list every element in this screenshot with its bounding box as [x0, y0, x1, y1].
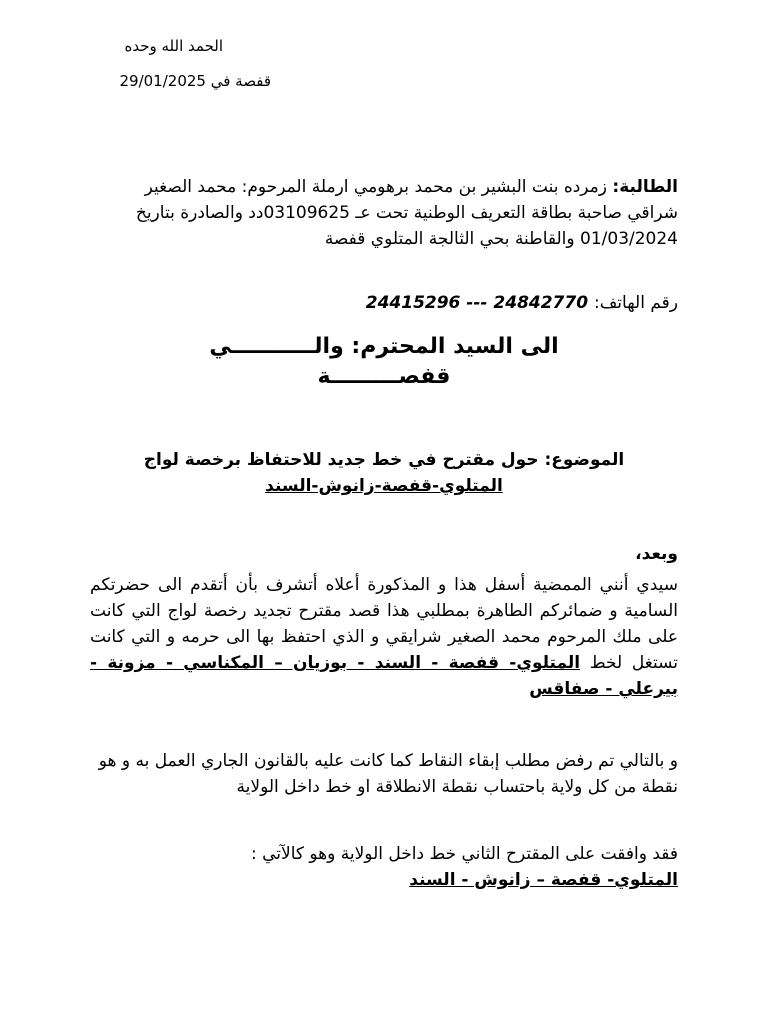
phone-label: رقم الهاتف: — [593, 293, 678, 313]
applicant-details: زمرده بنت البشير بن محمد برهومي ارملة المرحوم: محمد الصغير شراقي صاحبة بطاقة التعريف الوطنية تحت عـ 03109625دد والصادرة بتاريخ 01/03/2024 والقاطنة بحي الثالجة المتلوي قفصة — [135, 177, 678, 249]
phone-numbers: 24842770 --- 24415296 — [365, 293, 594, 313]
applicant-label: الطالبة: — [612, 177, 678, 197]
subject-line-1: الموضوع: حول مقترح في خط جديد للاحتفاظ برخصة لواج — [143, 450, 625, 470]
body-paragraph-3-text: فقد وافقت على المقترح الثاني خط داخل الولاية وهو كالآتي : — [250, 844, 678, 864]
body-paragraph-3 — [90, 841, 678, 893]
route-1: المتلوي- قفصة - السند - بوزيان – المكناسي - مزونة - بيرعلي - صفاقس — [90, 653, 678, 699]
greeting: وبعد، — [635, 544, 678, 564]
praise-line: الحمد الله وحده — [124, 37, 223, 55]
phone-line — [90, 290, 678, 316]
body-paragraph-1 — [90, 572, 678, 702]
applicant-paragraph — [90, 174, 678, 252]
addressee-line-1: الى السيد المحترم: والـــــــــــي — [209, 334, 559, 359]
addressee-line-2: قفصـــــــــة — [317, 364, 451, 389]
body-paragraph-1-text: سيدي أنني الممضية أسفل هذا و المذكورة أعلاه أتشرف بأن أتقدم الى حضرتكم السامية و ضمائركم الطاهرة بمطلبي هذا قصد مقترح تجديد رخصة لواج التي كانت على ملك المرحوم محمد الصغير شرايقي و الذي احتفظ بها الى حرمه و التي كانت تستغل لخط — [90, 575, 678, 673]
place-date-line: قفصة في 29/01/2025 — [119, 72, 271, 90]
addressee — [90, 332, 678, 392]
body-paragraph-2: و بالتالي تم رفض مطلب إبقاء النقاط كما كانت عليه بالقانون الجاري العمل به و هو نقطة من كل ولاية باحتساب نقطة الانطلاقة او خط داخل الولاية — [98, 751, 678, 797]
subject-route: المتلوي-قفصة-زانوش-السند — [265, 476, 503, 496]
subject — [90, 447, 678, 499]
route-2: المتلوي- قفصة – زانوش - السند — [409, 870, 678, 890]
